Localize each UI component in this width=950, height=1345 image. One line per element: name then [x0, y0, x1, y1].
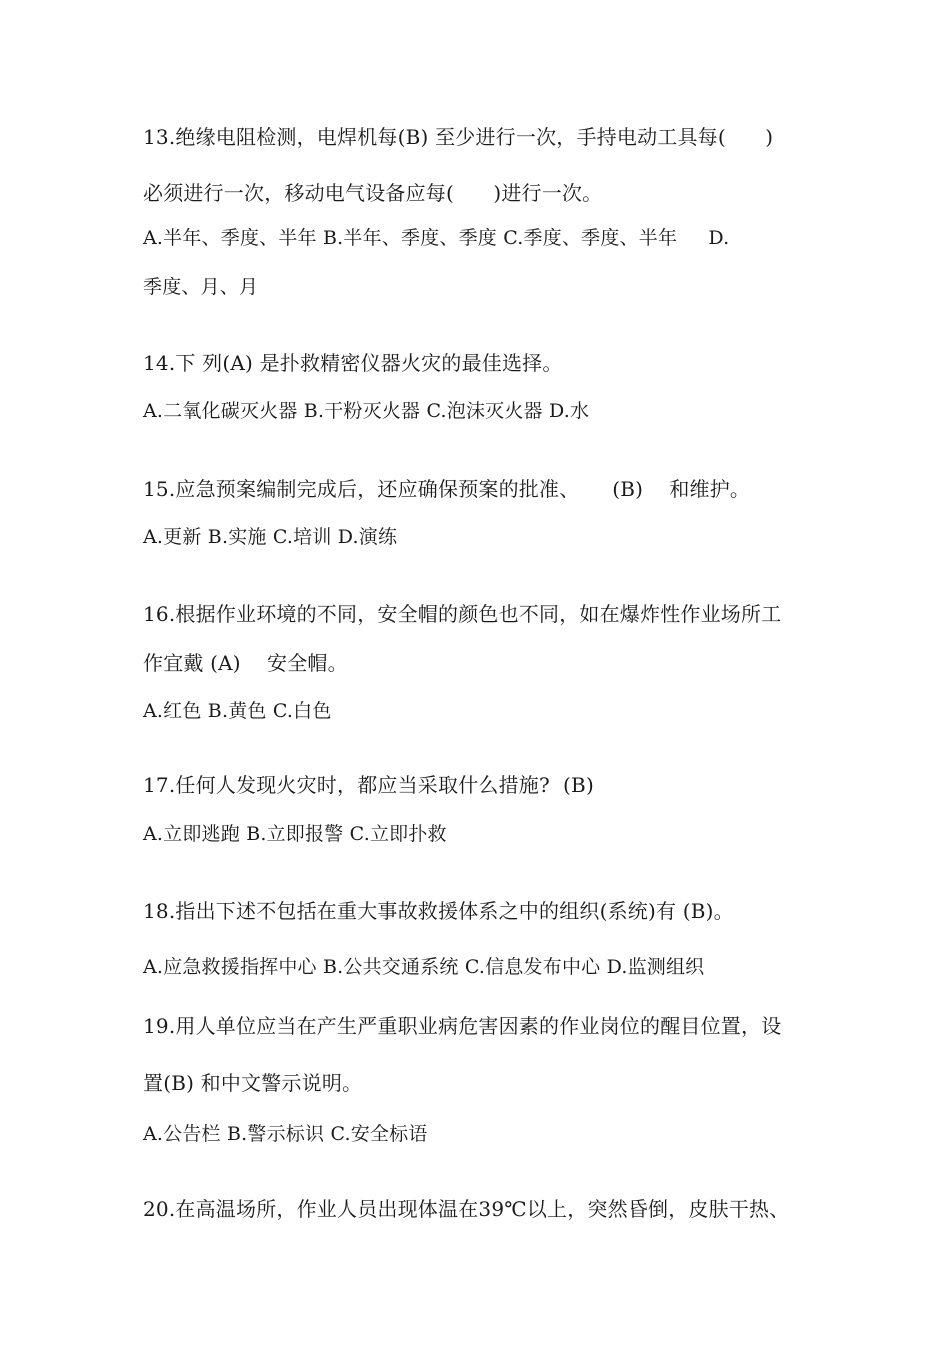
question-15-options: A.更新 B.实施 C.培训 D.演练	[143, 526, 398, 548]
question-14-options: A.二氧化碳灭火器 B.干粉灭火器 C.泡沫灭火器 D.水	[143, 400, 590, 422]
question-17-options: A.立即逃跑 B.立即报警 C.立即扑救	[143, 823, 447, 845]
question-14-line-1: 14.下 列(A) 是扑救精密仪器火灾的最佳选择。	[143, 351, 563, 375]
question-18-options: A.应急救援指挥中心 B.公共交通系统 C.信息发布中心 D.监测组织	[143, 956, 705, 978]
question-15-line-1: 15.应急预案编制完成后，还应确保预案的批准、 (B) 和维护。	[143, 477, 751, 501]
question-13-options-line-2: 季度、月、月	[143, 276, 259, 298]
question-19-line-1: 19.用人单位应当在产生严重职业病危害因素的作业岗位的醒目位置，设	[143, 1014, 782, 1038]
question-16-line-1: 16.根据作业环境的不同，安全帽的颜色也不同，如在爆炸性作业场所工	[143, 602, 782, 626]
question-13-options-line-1: A.半年、季度、半年 B.半年、季度、季度 C.季度、季度、半年 D.	[143, 227, 730, 249]
question-16-options: A.红色 B.黄色 C.白色	[143, 700, 332, 722]
question-16-line-2: 作宜戴 (A) 安全帽。	[143, 651, 348, 675]
question-18-line-1: 18.指出下述不包括在重大事故救援体系之中的组织(系统)有 (B)。	[143, 899, 734, 923]
question-20-line-1: 20.在高温场所，作业人员出现体温在39℃以上，突然昏倒，皮肤干热、	[143, 1197, 790, 1221]
question-19-options: A.公告栏 B.警示标识 C.安全标语	[143, 1123, 428, 1145]
question-17-line-1: 17.任何人发现火灾时，都应当采取什么措施? (B)	[143, 773, 594, 797]
question-13-line-2: 必须进行一次，移动电气设备应每( )进行一次。	[143, 181, 603, 205]
question-13-line-1: 13.绝缘电阻检测，电焊机每(B) 至少进行一次，手持电动工具每( )	[143, 125, 774, 149]
question-19-line-2: 置(B) 和中文警示说明。	[143, 1071, 363, 1095]
